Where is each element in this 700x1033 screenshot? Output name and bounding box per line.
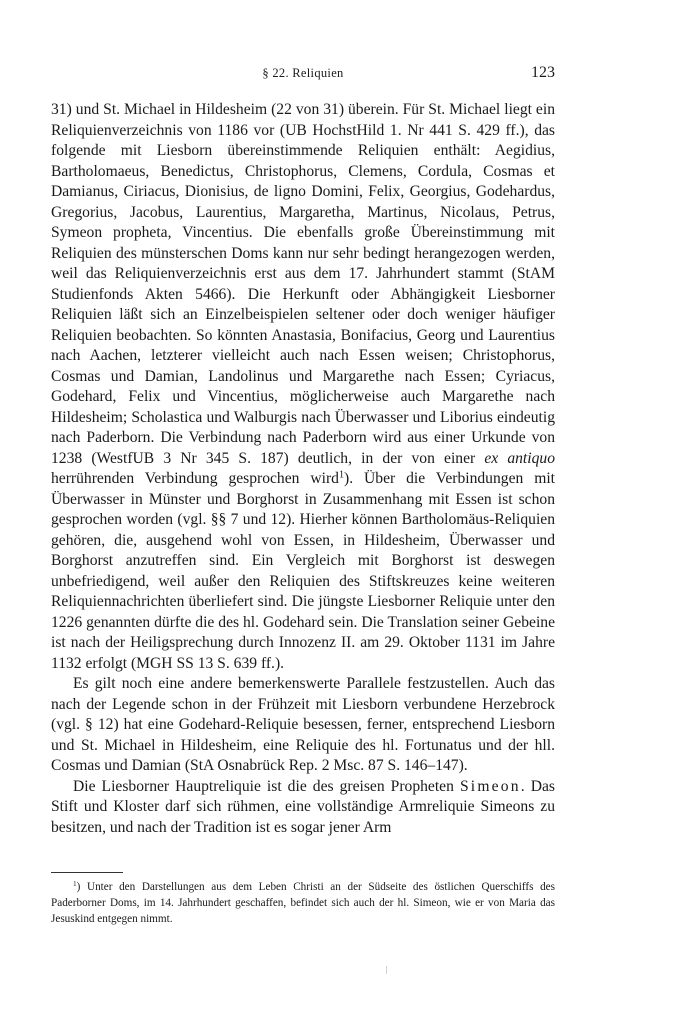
paragraph-3-text-a: Die Liesborner Hauptreliquie ist die des greisen Propheten (73, 777, 460, 795)
paragraph-3 (51, 777, 555, 839)
paragraph-3-text-b: . Das Stift und Kloster darf sich rühmen, eine vollständige Armreliquie Simeons zu besitzen, und nach der Tradition ist es sogar jener Arm (51, 777, 555, 836)
spaced-name: Simeon (459, 777, 521, 795)
footnote-text: ) Unter den Darstellungen aus dem Leben Christi an der Südseite des östlichen Querschiffs des Paderborner Doms, im 14. Jahrhundert geschaffen, befindet sich auch der hl. Simeon, wie er von Maria das Jesuskind entgegen nimmt. (51, 881, 555, 925)
latin-phrase: ex antiquo (484, 449, 555, 467)
footnote-1 (51, 879, 555, 927)
footnote-divider (51, 872, 123, 873)
main-text (51, 100, 555, 838)
footnote-reference: 1 (338, 469, 345, 481)
footnotes (51, 879, 555, 927)
running-title: § 22. Reliquien (262, 66, 344, 80)
page-mark (386, 966, 387, 974)
paragraph-2: Es gilt noch eine andere bemerkenswerte Parallele festzustellen. Auch das nach der Legende schon in der Frühzeit mit Liesborn verbundene Herzebrock (vgl. § 12) hat eine Godehard-Reliquie besessen, ferner, entsprechend Liesborn und St. Michael in Hildesheim, eine Reliquie des hl. Fortunatus und der hll. Cosmas und Damian (StA Osnabrück Rep. 2 Msc. 87 S. 146–147). (51, 675, 555, 774)
page-header (51, 66, 555, 86)
paragraph-1-text-c: ). Über die Verbindungen mit Überwasser in Münster und Borghorst in Zusammenhang mit Essen ist schon gesprochen worden (vgl. §§ 7 und 12). Hierher können Bartholomäus-Reliquien gehören, die, ausgehend wohl von Essen, in Hildesheim, Überwasser und Borghorst anzutreffen sind. Ein Vergleich mit Borghorst ist deswegen unbefriedigend, weil außer den Reliquien des Stiftskreuzes keine weiteren Reliquiennachrichten überliefert sind. Die jüngste Liesborner Reliquie unter den 1226 genannten dürfte die des hl. Godehard sein. Die Translation seiner Gebeine ist nach der Heiligsprechung durch Innozenz II. am 29. Oktober 1131 im Jahre 1132 erfolgt (MGH SS 13 S. 639 ff.). (51, 470, 555, 672)
paragraph-1 (51, 100, 555, 674)
paragraph-1-text-b: herrührenden Verbindung gesprochen wird (51, 470, 339, 487)
paragraph-1-text-a: 31) und St. Michael in Hildesheim (22 von 31) überein. Für St. Michael liegt ein Reliquienverzeichnis von 1186 vor (UB HochstHild 1. Nr 441 S. 429 ff.), das folgende mit Liesborn übereinstimmende Reliquien enthält: Aegidius, Bartholomaeus, Benedictus, Christophorus, Clemens, Cordula, Cosmas et Damianus, Ciriacus, Dionisius, de ligno Domini, Felix, Georgius, Godehardus, Gregorius, Jacobus, Laurentius, Margaretha, Martinus, Nicolaus, Petrus, Symeon propheta, Vincentius. Die ebenfalls große Übereinstimmung mit Reliquien des münsterschen Doms kann nur sehr bedingt herangezogen werden, weil das Reliquienverzeichnis erst aus dem 17. Jahrhundert stammt (StAM Studienfonds Akten 5466). Die Herkunft oder Abhängigkeit Liesborner Reliquien läßt sich an Einzelbeispielen seltener oder doch weniger häufiger Reliquien beobachten. So könnten Anastasia, Bonifacius, Georg und Laurentius nach Aachen, letzterer vielleicht auch nach Essen weisen; Christophorus, Cosmas und Damian, Landolinus und Margarethe nach Essen; Cyriacus, Godehard, Felix und Vincentius, möglicherweise auch Margarethe nach Hildesheim; Scholastica und Walburgis nach Überwasser und Liborius eindeutig nach Paderborn. Die Verbindung nach Paderborn wird aus einer Urkunde von 1238 (WestfUB 3 Nr 345 S. 187) deutlich, in der von einer (51, 101, 555, 467)
page-number: 123 (531, 64, 555, 81)
footnote-marker: 1 (73, 880, 77, 888)
